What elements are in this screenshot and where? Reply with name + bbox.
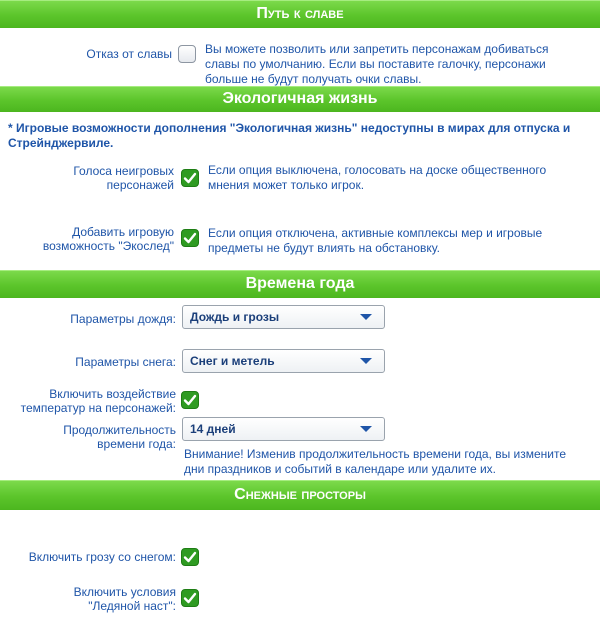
temperature-checkbox[interactable] [181, 391, 199, 409]
section-header-seasons [0, 270, 600, 298]
checkmark-icon [183, 393, 197, 407]
npc-votes-label: Голоса неигровых персонажей [73, 164, 174, 192]
eco-note: * Игровые возможности дополнения "Экологичная жизнь" недоступны в мирах для отпуска и Стрейнджервиле. [8, 121, 571, 150]
checkmark-icon [183, 550, 197, 564]
section-title: Снежные просторы [234, 486, 366, 503]
npc-votes-checkbox[interactable] [181, 169, 199, 187]
rain-label: Параметры дождя: [70, 312, 176, 326]
checkmark-icon [183, 171, 197, 185]
section-title: Экологичная жизнь [222, 90, 378, 107]
triangle-down-icon [360, 426, 372, 432]
season-length-dropdown[interactable] [182, 417, 385, 441]
thundersnow-label: Включить грозу со снегом: [28, 550, 176, 564]
season-length-warning: Внимание! Изменив продолжительность времени года, вы измените дни праздников и событий в календаре или удалите их. [184, 447, 567, 476]
checkmark-icon [183, 591, 197, 605]
icy-crust-label: Включить условия "Ледяной наст": [73, 585, 176, 613]
thundersnow-checkbox[interactable] [181, 548, 199, 566]
snow-dropdown[interactable] [182, 349, 385, 373]
icy-crust-checkbox[interactable] [181, 589, 199, 607]
reject-fame-checkbox[interactable] [178, 45, 196, 63]
section-header-fame [0, 0, 600, 28]
temperature-label: Включить воздействие температур на персонажей: [20, 387, 176, 415]
section-title: Времена года [245, 275, 355, 292]
reject-fame-label: Отказ от славы [86, 47, 172, 61]
eco-footprint-description: Если опция отключена, активные комплексы мер и игровые предметы не будут влиять на обстановку. [208, 226, 543, 255]
section-title: Путь к славе [256, 5, 344, 22]
rain-dropdown[interactable] [182, 305, 385, 329]
npc-votes-description: Если опция выключена, голосовать на доске общественного мнения может только игрок. [208, 163, 547, 192]
reject-fame-description: Вы можете позволить или запретить персонажам добиваться славы по умолчанию. Если вы поставите галочку, персонажи больше не будут получать очки славы. [205, 42, 549, 86]
season-length-dropdown-value: 14 дней [190, 422, 236, 436]
section-header-eco [0, 86, 600, 112]
season-length-label: Продолжительность времени года: [63, 423, 176, 451]
triangle-down-icon [360, 358, 372, 364]
snow-label: Параметры снега: [75, 355, 176, 369]
section-header-snowy [0, 480, 600, 510]
eco-footprint-checkbox[interactable] [181, 229, 199, 247]
snow-dropdown-value: Снег и метель [190, 354, 275, 368]
triangle-down-icon [360, 314, 372, 320]
eco-footprint-label: Добавить игровую возможность "Экослед" [42, 225, 174, 253]
checkmark-icon [183, 231, 197, 245]
rain-dropdown-value: Дождь и грозы [190, 310, 280, 324]
